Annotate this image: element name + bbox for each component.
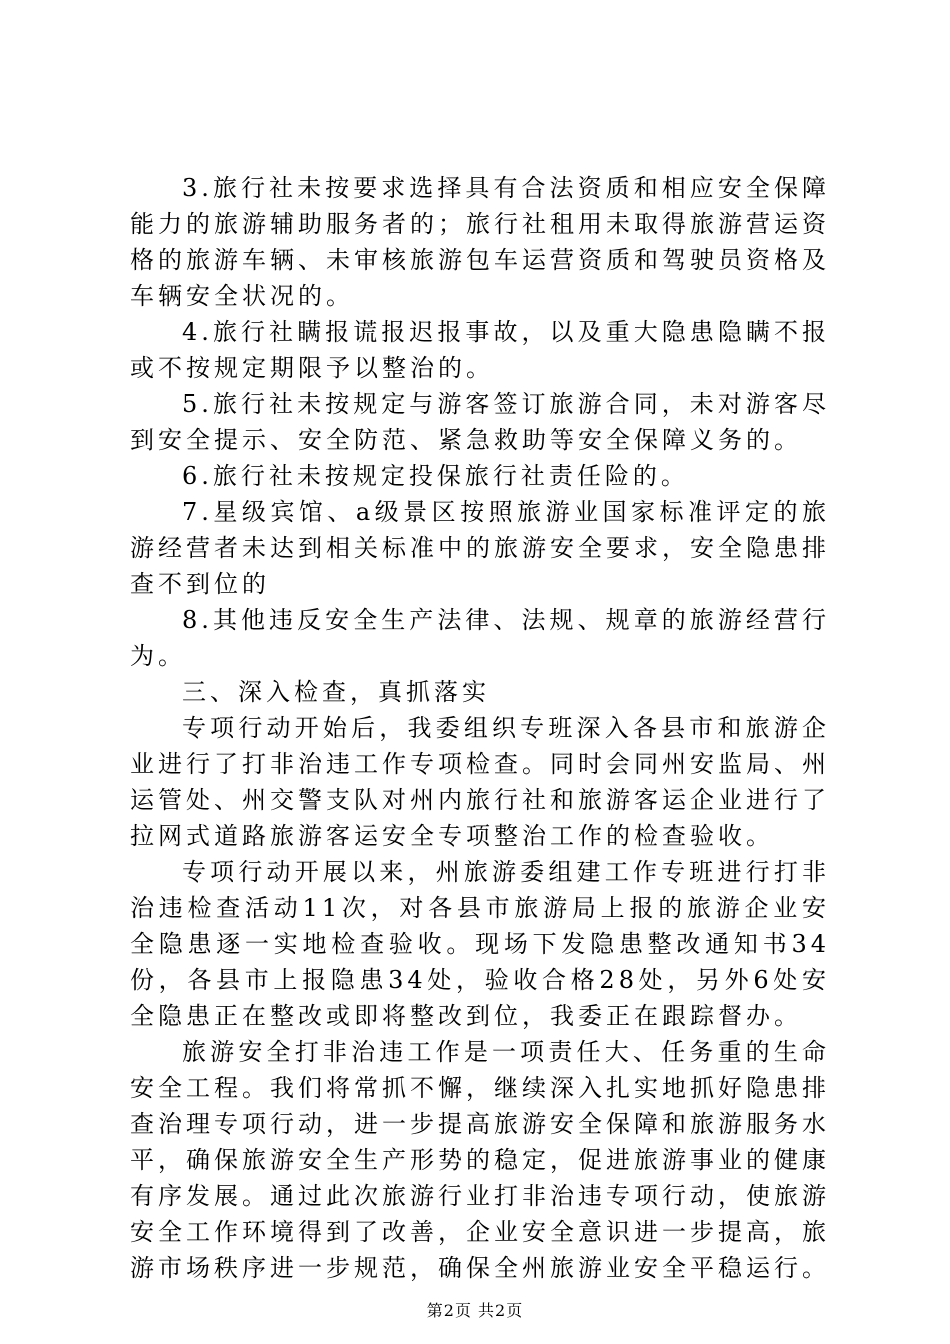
document-body — [130, 170, 830, 1286]
paragraph-item-3: 3.旅行社未按要求选择具有合法资质和相应安全保障能力的旅游辅助服务者的；旅行社租用未取得旅游营运资格的旅游车辆、未审核旅游包车运营资质和驾驶员资格及车辆安全状况的。 — [130, 174, 830, 310]
paragraph-item-5: 5.旅行社未按规定与游客签订旅游合同，未对游客尽到安全提示、安全防范、紧急救助等安全保障义务的。 — [130, 390, 830, 454]
paragraph-item-6: 6.旅行社未按规定投保旅行社责任险的。 — [182, 462, 689, 490]
page-number-footer: 第2页 共2页 — [426, 1301, 524, 1320]
paragraph-item-8: 8.其他违反安全生产法律、法规、规章的旅游经营行为。 — [130, 606, 830, 670]
section-heading: 三、深入检查，真抓落实 — [182, 678, 490, 706]
paragraph-conclusion: 旅游安全打非治违工作是一项责任大、任务重的生命安全工程。我们将常抓不懈，继续深入扎实地抓好隐患排查治理专项行动，进一步提高旅游安全保障和旅游服务水平，确保旅游安全生产形势的稳定，促进旅游事业的健康有序发展。通过此次旅游行业打非治违专项行动，使旅游安全工作环境得到了改善，企业安全意识进一步提高，旅游市场秩序进一步规范，确保全州旅游业安全平稳运行。 — [130, 1038, 830, 1282]
paragraph-results: 专项行动开展以来，州旅游委组建工作专班进行打非治违检查活动11次，对各县市旅游局上报的旅游企业安全隐患逐一实地检查验收。现场下发隐患整改通知书34份，各县市上报隐患34处，验收合格28处，另外6处安全隐患正在整改或即将整改到位，我委正在跟踪督办。 — [130, 858, 830, 1030]
paragraph-item-4: 4.旅行社瞒报谎报迟报事故，以及重大隐患隐瞒不报或不按规定期限予以整治的。 — [130, 318, 830, 382]
paragraph-item-7: 7.星级宾馆、a级景区按照旅游业国家标准评定的旅游经营者未达到相关标准中的旅游安全要求，安全隐患排查不到位的 — [130, 498, 830, 598]
paragraph-inspection: 专项行动开始后，我委组织专班深入各县市和旅游企业进行了打非治违工作专项检查。同时会同州安监局、州运管处、州交警支队对州内旅行社和旅游客运企业进行了拉网式道路旅游客运安全专项整治工作的检查验收。 — [130, 714, 830, 850]
